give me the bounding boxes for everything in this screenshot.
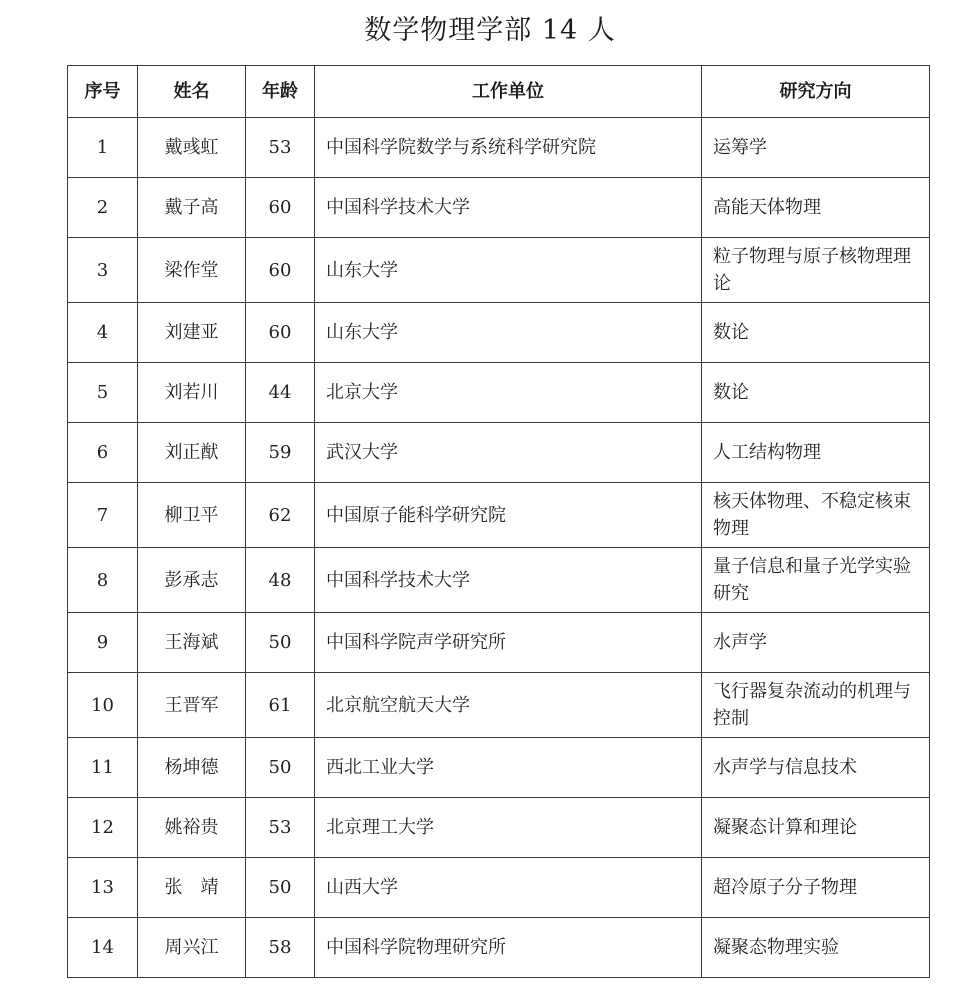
cell-unit: 中国科学院物理研究所: [315, 918, 702, 978]
cell-name: 戴子高: [138, 178, 246, 238]
cell-no: 11: [68, 738, 138, 798]
cell-name: 戴彧虹: [138, 118, 246, 178]
cell-unit: 武汉大学: [315, 423, 702, 483]
cell-age: 50: [246, 738, 315, 798]
cell-no: 8: [68, 548, 138, 613]
cell-unit: 中国科学院数学与系统科学研究院: [315, 118, 702, 178]
cell-direction: 数论: [702, 303, 930, 363]
cell-no: 4: [68, 303, 138, 363]
page-title: 数学物理学部 14 人: [364, 15, 616, 46]
cell-unit: 山东大学: [315, 303, 702, 363]
cell-age: 58: [246, 918, 315, 978]
table-row: [68, 238, 930, 303]
table-row: [68, 303, 930, 363]
cell-age: 48: [246, 548, 315, 613]
table-row: [68, 613, 930, 673]
cell-direction: 量子信息和量子光学实验研究: [702, 548, 930, 613]
table-row: [68, 798, 930, 858]
cell-no: 10: [68, 673, 138, 738]
cell-unit: 中国科学技术大学: [315, 178, 702, 238]
table-row: [68, 918, 930, 978]
cell-unit: 北京理工大学: [315, 798, 702, 858]
cell-direction: 凝聚态物理实验: [702, 918, 930, 978]
cell-age: 50: [246, 613, 315, 673]
cell-direction: 水声学与信息技术: [702, 738, 930, 798]
cell-direction: 水声学: [702, 613, 930, 673]
cell-no: 2: [68, 178, 138, 238]
cell-unit: 西北工业大学: [315, 738, 702, 798]
cell-unit: 中国科学技术大学: [315, 548, 702, 613]
cell-unit: 北京航空航天大学: [315, 673, 702, 738]
cell-no: 12: [68, 798, 138, 858]
cell-name: 王晋军: [138, 673, 246, 738]
cell-name: 刘若川: [138, 363, 246, 423]
cell-direction: 飞行器复杂流动的机理与控制: [702, 673, 930, 738]
cell-no: 5: [68, 363, 138, 423]
cell-no: 7: [68, 483, 138, 548]
table-row: [68, 363, 930, 423]
cell-name: 王海斌: [138, 613, 246, 673]
cell-no: 6: [68, 423, 138, 483]
cell-name: 杨坤德: [138, 738, 246, 798]
header-no: 序号: [68, 66, 138, 118]
cell-age: 60: [246, 178, 315, 238]
cell-age: 60: [246, 303, 315, 363]
cell-age: 53: [246, 798, 315, 858]
header-name: 姓名: [138, 66, 246, 118]
cell-name: 姚裕贵: [138, 798, 246, 858]
cell-name: 梁作堂: [138, 238, 246, 303]
cell-direction: 核天体物理、不稳定核束物理: [702, 483, 930, 548]
cell-no: 13: [68, 858, 138, 918]
cell-unit: 中国原子能科学研究院: [315, 483, 702, 548]
table-row: [68, 673, 930, 738]
cell-age: 59: [246, 423, 315, 483]
cell-direction: 粒子物理与原子核物理理论: [702, 238, 930, 303]
table-row: [68, 483, 930, 548]
table-row: [68, 118, 930, 178]
cell-age: 60: [246, 238, 315, 303]
cell-no: 14: [68, 918, 138, 978]
cell-name: 刘正猷: [138, 423, 246, 483]
cell-unit: 山东大学: [315, 238, 702, 303]
cell-age: 53: [246, 118, 315, 178]
cell-direction: 超冷原子分子物理: [702, 858, 930, 918]
cell-no: 1: [68, 118, 138, 178]
cell-age: 61: [246, 673, 315, 738]
members-table: [67, 65, 930, 978]
table-row: [68, 738, 930, 798]
table-row: [68, 423, 930, 483]
cell-unit: 中国科学院声学研究所: [315, 613, 702, 673]
cell-direction: 数论: [702, 363, 930, 423]
table-row: [68, 858, 930, 918]
cell-unit: 北京大学: [315, 363, 702, 423]
table-row: [68, 548, 930, 613]
cell-direction: 运筹学: [702, 118, 930, 178]
cell-no: 3: [68, 238, 138, 303]
cell-direction: 凝聚态计算和理论: [702, 798, 930, 858]
cell-name: 刘建亚: [138, 303, 246, 363]
header-unit: 工作单位: [315, 66, 702, 118]
cell-name: 柳卫平: [138, 483, 246, 548]
cell-no: 9: [68, 613, 138, 673]
cell-direction: 高能天体物理: [702, 178, 930, 238]
cell-name: 张 靖: [138, 858, 246, 918]
cell-age: 50: [246, 858, 315, 918]
header-direction: 研究方向: [702, 66, 930, 118]
cell-name: 彭承志: [138, 548, 246, 613]
cell-unit: 山西大学: [315, 858, 702, 918]
cell-name: 周兴江: [138, 918, 246, 978]
cell-age: 62: [246, 483, 315, 548]
cell-direction: 人工结构物理: [702, 423, 930, 483]
header-age: 年龄: [246, 66, 315, 118]
cell-age: 44: [246, 363, 315, 423]
table-row: [68, 178, 930, 238]
table-header-row: [68, 66, 930, 118]
